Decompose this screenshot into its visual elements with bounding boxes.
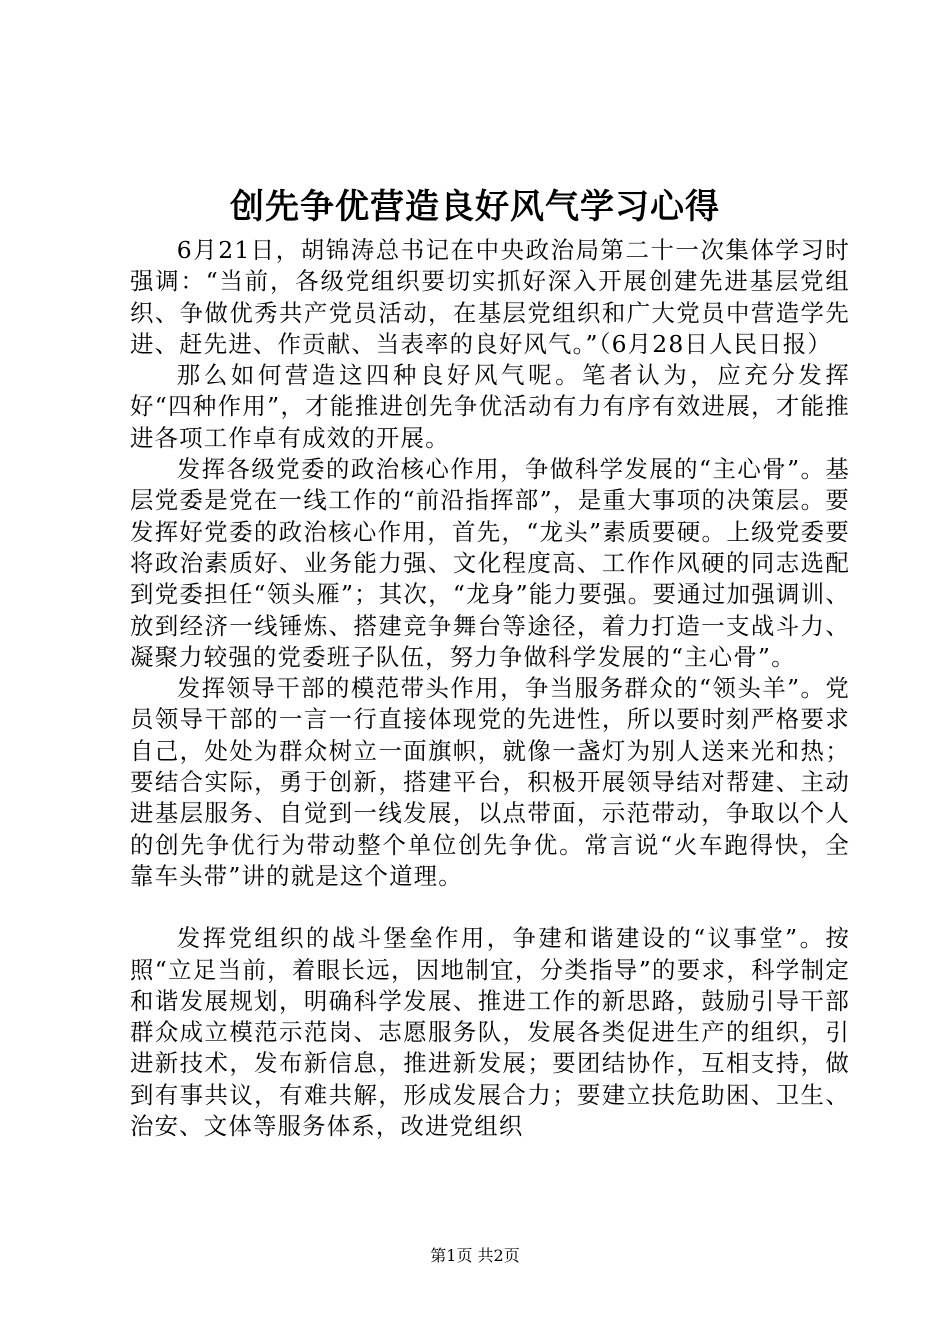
paragraph-5: 发挥党组织的战斗堡垒作用，争建和谐建设的“议事堂”。按照“立足当前，着眼长远，因地制宜，分类指导”的要求，科学制定和谐发展规划，明确科学发展、推进工作的新思路，鼓励引导干部群众成立模范示范岗、志愿服务队，发展各类促进生产的组织，引进新技术，发布新信息，推进新发展；要团结协作，互相支持，做到有事共议，有难共解，形成发展合力；要建立扶危助困、卫生、治安、文体等服务体系，改进党组织 (130, 924, 850, 1141)
paragraph-1: 6月21日，胡锦涛总书记在中央政治局第二十一次集体学习时强调：“当前，各级党组织要切实抓好深入开展创建先进基层党组织、争做优秀共产党员活动，在基层党组织和广大党员中营造学先进、赶先进、作贡献、当表率的良好风气。”（6月28日人民日报） (130, 236, 850, 358)
paragraph-3: 发挥各级党委的政治核心作用，争做科学发展的“主心骨”。基层党委是党在一线工作的“前沿指挥部”，是重大事项的决策层。要发挥好党委的政治核心作用，首先，“龙头”素质要硬。上级党委要将政治素质好、业务能力强、文化程度高、工作作风硬的同志选配到党委担任“领头雁”；其次，“龙身”能力要强。要通过加强调训、放到经济一线锤炼、搭建竞争舞台等途径，着力打造一支战斗力、凝聚力较强的党委班子队伍，努力争做科学发展的“主心骨”。 (130, 455, 850, 671)
document-title: 创先争优营造良好风气学习心得 (230, 187, 720, 227)
paragraph-4: 发挥领导干部的模范带头作用，争当服务群众的“领头羊”。党员领导干部的一言一行直接体现党的先进性，所以要时刻严格要求自己，处处为群众树立一面旗帜，就像一盏灯为别人送来光和热；要结合实际，勇于创新，搭建平台，积极开展领导结对帮建、主动进基层服务、自觉到一线发展，以点带面，示范带动，争取以个人的创先争优行为带动整个单位创先争优。常言说“火车跑得快，全靠车头带”讲的就是这个道理。 (130, 674, 850, 890)
paragraph-2: 那么如何营造这四种良好风气呢。笔者认为，应充分发挥好“四种作用”，才能推进创先争优活动有力有序有效进展，才能推进各项工作卓有成效的开展。 (130, 361, 850, 452)
document-body (130, 235, 850, 1142)
page-number-footer: 第1页 共2页 (430, 1246, 520, 1265)
